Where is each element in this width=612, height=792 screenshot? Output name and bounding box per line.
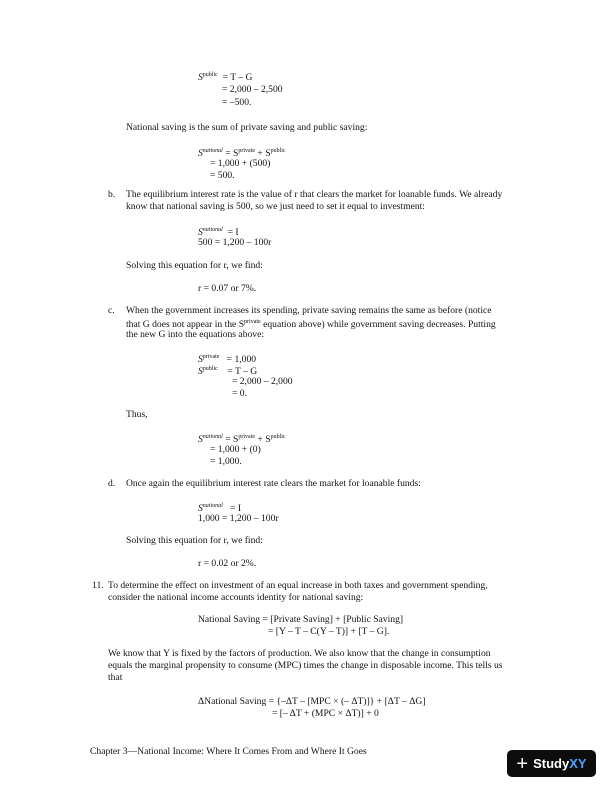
paragraph: equals the marginal propensity to consume (MPC) times the change in disposable income. This tells us xyxy=(108,660,503,671)
equation-line: = 1,000 + (0) xyxy=(210,444,261,455)
paragraph: The equilibrium interest rate is the value of r that clears the market for loanable funds. We already xyxy=(126,189,503,200)
equation-line: = 500. xyxy=(210,170,235,181)
paragraph: Solving this equation for r, we find: xyxy=(126,260,263,271)
equation-line: 500 = 1,200 – 100r xyxy=(198,237,272,248)
result-line: r = 0.07 or 7%. xyxy=(198,283,257,294)
paragraph: consider the national income accounts identity for national saving: xyxy=(108,592,364,603)
item-label-d: d. xyxy=(108,478,116,489)
equation-national-saving: $S^{national} = S^{private} + S^{public}$ xyxy=(198,148,286,159)
equation-line: 1,000 = 1,200 – 100r xyxy=(198,513,279,524)
equation-line: = 1,000. xyxy=(210,456,242,467)
brand-name: StudyXY xyxy=(533,756,587,771)
equation-line: $S^{private}$ = 1,000 xyxy=(198,354,257,365)
equation-line: ΔNational Saving = {–ΔT – [MPC × (– ΔT)]} + [ΔT – ΔG] xyxy=(198,696,426,707)
paragraph: that xyxy=(108,672,123,683)
equation-line: = 1,000 + (500) xyxy=(210,158,271,169)
plus-icon: + xyxy=(516,752,529,775)
item-label-b: b. xyxy=(108,189,116,200)
paragraph: the new G into the equations above: xyxy=(126,329,265,340)
paragraph: Thus, xyxy=(126,409,148,420)
equation-line: = 0. xyxy=(232,388,248,399)
studyxy-badge[interactable] xyxy=(507,750,596,777)
paragraph: We know that Y is fixed by the factors of production. We also know that the change in consumption xyxy=(108,648,491,659)
paragraph: Once again the equilibrium interest rate clears the market for loanable funds: xyxy=(126,478,421,489)
result-line: r = 0.02 or 2%. xyxy=(198,558,257,569)
paragraph: National saving is the sum of private saving and public saving: xyxy=(126,122,368,133)
paragraph: To determine the effect on investment of an equal increase in both taxes and government spending, xyxy=(108,580,488,591)
equation-line: = 2,000 – 2,500 xyxy=(222,84,283,95)
equation-line: = –500. xyxy=(222,97,252,108)
page-footer: Chapter 3—National Income: Where It Comes From and Where It Goes xyxy=(90,746,367,757)
paragraph: know that national saving is 500, so we just need to set it equal to investment: xyxy=(126,201,425,212)
paragraph: When the government increases its spending, private saving remains the same as before (notice xyxy=(126,305,492,316)
equation-line: $S^{national} = I$ xyxy=(198,227,239,238)
equation-public-saving: $S^{public} = T - G$ xyxy=(198,72,253,83)
equation-line: $S^{national}$ = I xyxy=(198,503,242,514)
equation-line: = [Y – T – C(Y – T)] + [T – G]. xyxy=(268,626,390,637)
equation-line: National Saving = [Private Saving] + [Public Saving] xyxy=(198,614,404,625)
item-label-c: c. xyxy=(108,305,115,316)
paragraph: Solving this equation for r, we find: xyxy=(126,535,263,546)
paragraph: that G does not appear in the $S^{private}$ equation above) while government saving decreases. Putting xyxy=(126,319,496,330)
equation-line: = [– ΔT + (MPC × ΔT)] + 0 xyxy=(272,708,379,719)
item-label-11: 11. xyxy=(92,580,104,591)
equation-line: $S^{public}$ = T – G xyxy=(198,366,258,377)
equation-line: = 2,000 – 2,000 xyxy=(232,376,293,387)
equation-national-saving: $S^{national} = S^{private} + S^{public}$ xyxy=(198,434,286,445)
